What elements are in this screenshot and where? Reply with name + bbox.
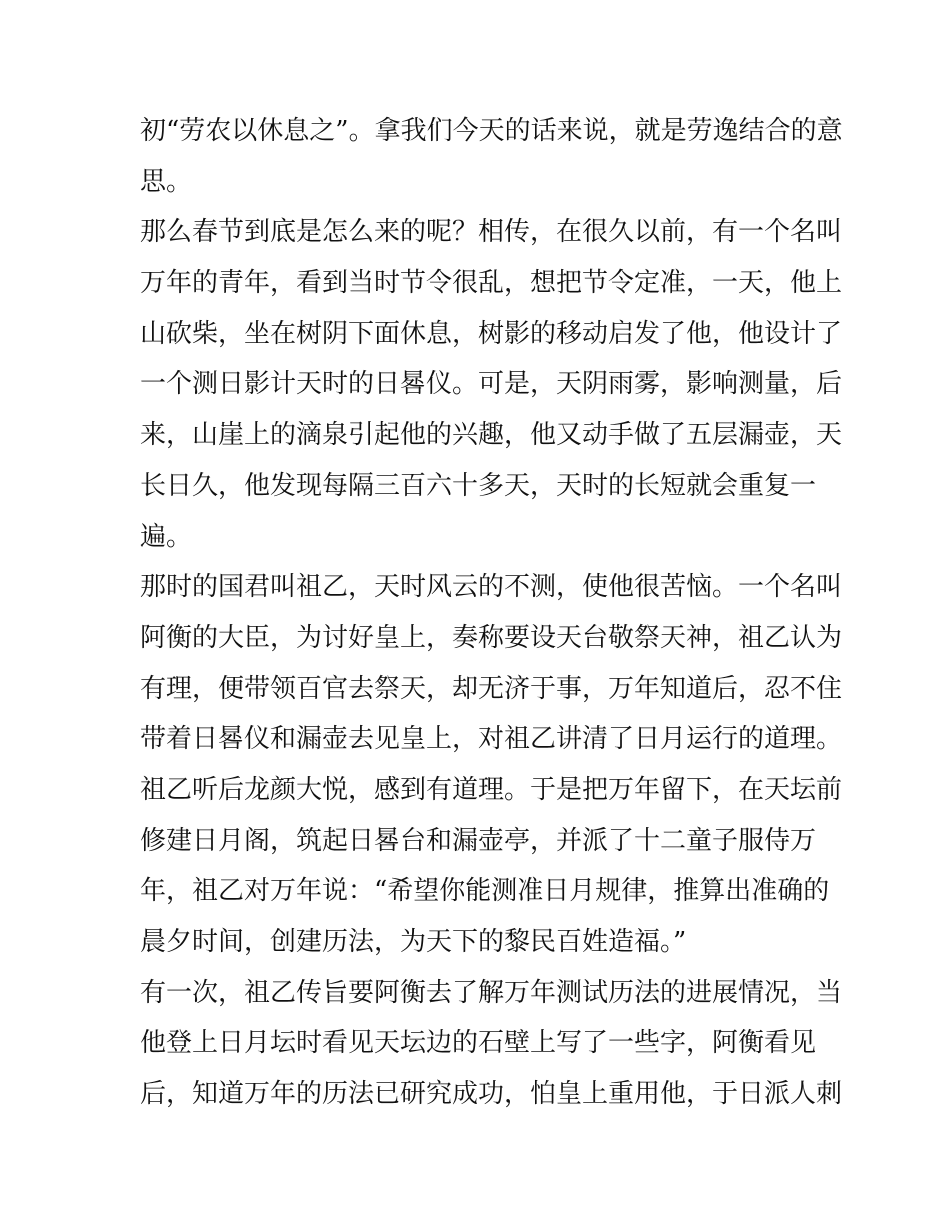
text-line: 那时的国君叫祖乙，天时风云的不测，使他很苦恼。一个名叫 <box>140 572 843 603</box>
body-text <box>140 106 843 1120</box>
text-line: 一个测日影计天时的日晷仪。可是，天阴雨雾，影响测量，后 <box>140 369 843 400</box>
text-line: 祖乙听后龙颜大悦，感到有道理。于是把万年留下，在天坛前 <box>140 774 843 805</box>
text-line: 有一次，祖乙传旨要阿衡去了解万年测试历法的进展情况，当 <box>140 977 843 1008</box>
text-line: 思。 <box>140 166 193 197</box>
text-line: 修建日月阁，筑起日晷台和漏壶亭，并派了十二童子服侍万 <box>140 825 817 856</box>
text-line: 那么春节到底是怎么来的呢？相传，在很久以前，有一个名叫 <box>140 217 843 248</box>
text-line: 万年的青年，看到当时节令很乱，想把节令定准，一天，他上 <box>140 268 843 299</box>
text-line: 年，祖乙对万年说：“希望你能测准日月规律，推算出准确的 <box>140 876 830 907</box>
text-line: 来，山崖上的滴泉引起他的兴趣，他又动手做了五层漏壶，天 <box>140 420 843 451</box>
text-line: 他登上日月坛时看见天坛边的石壁上写了一些字，阿衡看见 <box>140 1028 817 1059</box>
text-line: 遍。 <box>140 521 193 552</box>
text-line: 后，知道万年的历法已研究成功，怕皇上重用他，于日派人刺 <box>140 1079 843 1110</box>
text-line: 山砍柴，坐在树阴下面休息，树影的移动启发了他，他设计了 <box>140 318 843 349</box>
text-line: 带着日晷仪和漏壶去见皇上，对祖乙讲清了日月运行的道理。 <box>140 724 843 755</box>
text-line: 晨夕时间，创建历法，为天下的黎民百姓造福。” <box>140 927 687 957</box>
text-line: 初“劳农以休息之”。拿我们今天的话来说，就是劳逸结合的意 <box>140 116 843 146</box>
text-line: 有理，便带领百官去祭天，却无济于事，万年知道后，忍不住 <box>140 673 843 704</box>
text-line: 阿衡的大臣，为讨好皇上，奏称要设天台敬祭天神，祖乙认为 <box>140 622 843 653</box>
text-line: 长日久，他发现每隔三百六十多天，天时的长短就会重复一 <box>140 470 817 501</box>
